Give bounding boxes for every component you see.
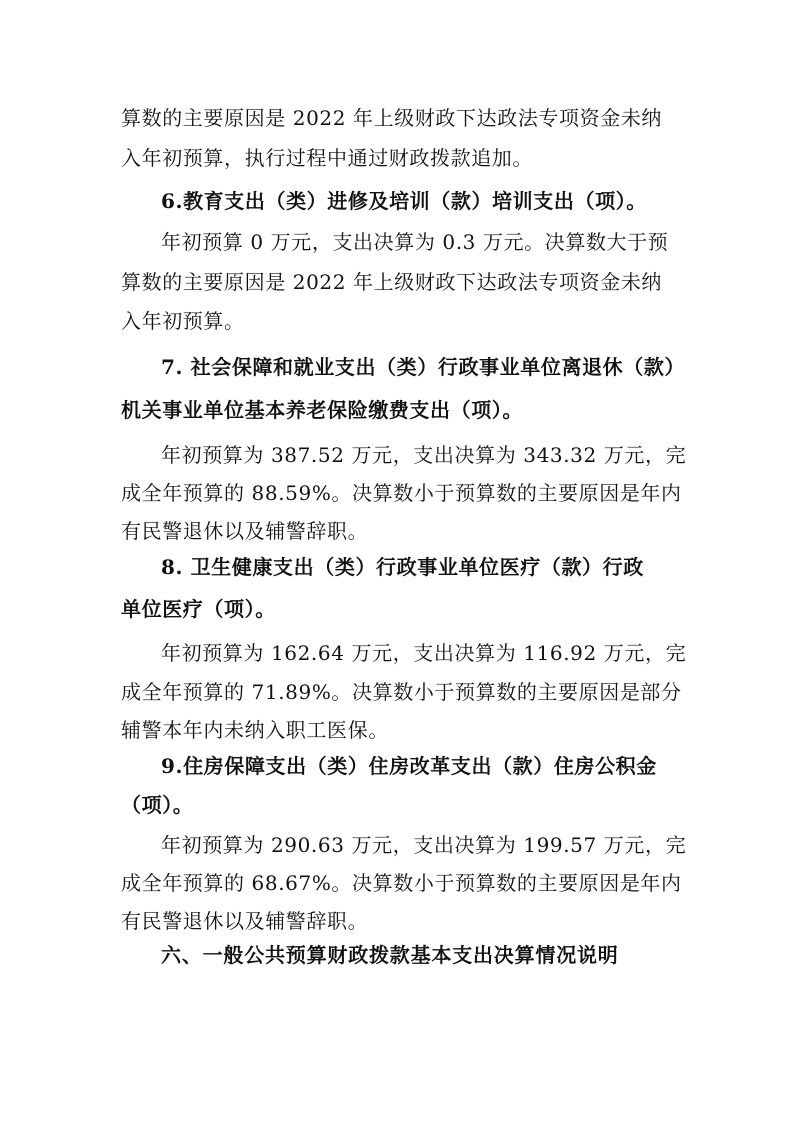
paragraph-line: 年初预算为 290.63 万元，支出决算为 199.57 万元，完 (161, 833, 687, 857)
section-heading-6: 6.教育支出（类）进修及培训（款）培训支出（项）。 (161, 189, 647, 213)
section-heading-9-cont: （项）。 (121, 793, 194, 817)
paragraph-line: 成全年预算的 71.89%。决算数小于预算数的主要原因是部分 (121, 680, 682, 704)
paragraph-line: 入年初预算。 (121, 309, 245, 333)
section-heading-7-cont: 机关事业单位基本养老保险缴费支出（项）。 (121, 398, 523, 422)
section-heading-8: 8. 卫生健康支出（类）行政事业单位医疗（款）行政 (161, 555, 644, 579)
section-heading-7: 7. 社会保障和就业支出（类）行政事业单位离退休（款） (161, 355, 686, 379)
paragraph-line: 有民警退休以及辅警辞职。 (121, 519, 369, 543)
section-heading-8-cont: 单位医疗（项）。 (121, 597, 276, 621)
paragraph-line: 成全年预算的 88.59%。决算数小于预算数的主要原因是年内 (121, 481, 682, 505)
paragraph-line: 成全年预算的 68.67%。决算数小于预算数的主要原因是年内 (121, 871, 682, 895)
section-heading-9: 9.住房保障支出（类）住房改革支出（款）住房公积金 (161, 754, 657, 778)
paragraph-line: 年初预算为 162.64 万元，支出决算为 116.92 万元，完 (161, 641, 687, 665)
paragraph-line: 算数的主要原因是 2022 年上级财政下达政法专项资金未纳 (121, 270, 663, 294)
paragraph-line: 入年初预算，执行过程中通过财政拨款追加。 (121, 146, 533, 170)
paragraph-line: 算数的主要原因是 2022 年上级财政下达政法专项资金未纳 (121, 106, 663, 130)
paragraph-line: 年初预算为 387.52 万元，支出决算为 343.32 万元，完 (161, 443, 687, 467)
paragraph-line: 年初预算 0 万元，支出决算为 0.3 万元。决算数大于预 (161, 230, 669, 254)
section-title-six: 六、一般公共预算财政拨款基本支出决算情况说明 (161, 943, 619, 967)
paragraph-line: 有民警退休以及辅警辞职。 (121, 909, 369, 933)
paragraph-line: 辅警本年内未纳入职工医保。 (121, 718, 389, 742)
